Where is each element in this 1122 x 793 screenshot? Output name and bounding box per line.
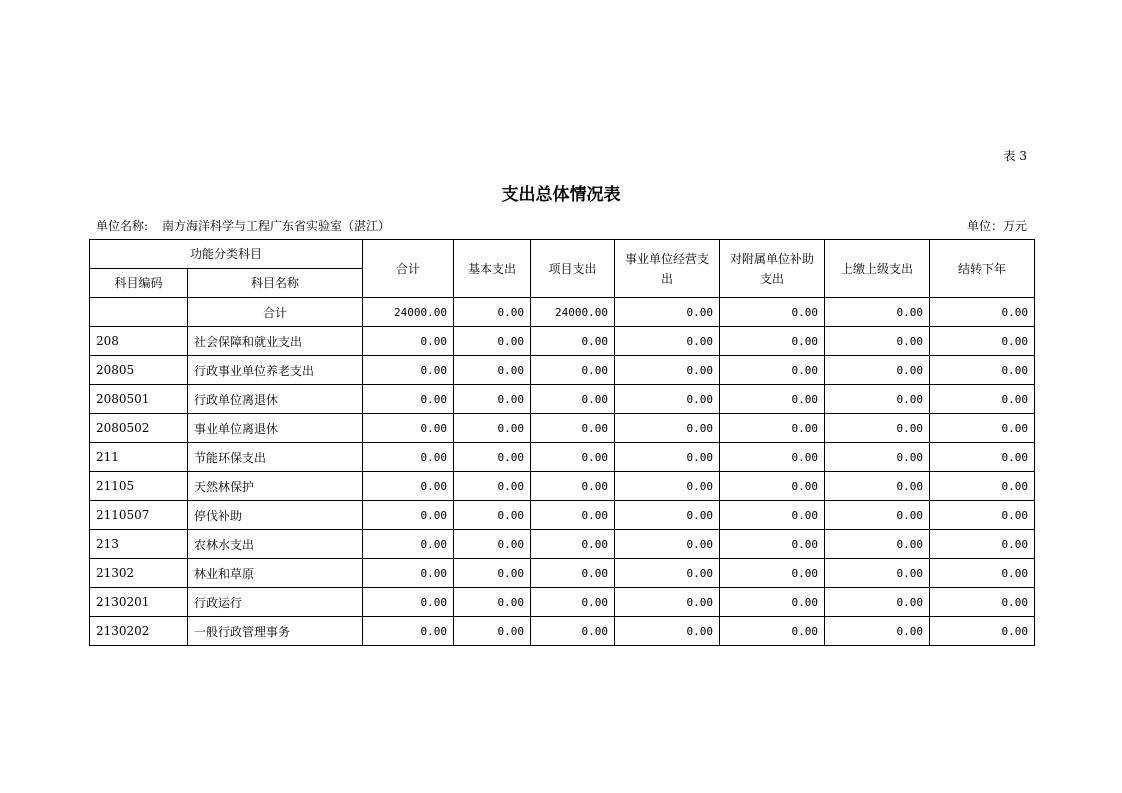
cell-business: 0.00 [615,385,720,414]
cell-upper: 0.00 [825,385,930,414]
cell-name: 合计 [188,298,363,327]
cell-name: 天然林保护 [188,472,363,501]
cell-carry: 0.00 [930,385,1035,414]
cell-name: 行政事业单位养老支出 [188,356,363,385]
cell-carry: 0.00 [930,530,1035,559]
unit-name-value: 南方海洋科学与工程广东省实验室（湛江） [162,219,391,233]
cell-code: 2080501 [90,385,188,414]
cell-upper: 0.00 [825,530,930,559]
header-total: 合计 [363,240,454,298]
cell-project: 0.00 [531,443,615,472]
table-row-total [90,298,1035,327]
cell-code: 208 [90,327,188,356]
cell-project: 0.00 [531,327,615,356]
cell-basic: 0.00 [454,530,531,559]
cell-carry: 0.00 [930,588,1035,617]
header-upper-payment: 上缴上级支出 [825,240,930,298]
cell-project: 0.00 [531,530,615,559]
cell-business: 0.00 [615,472,720,501]
header-subject-code: 科目编码 [90,269,188,298]
table-body [90,298,1035,646]
cell-total: 0.00 [363,443,454,472]
table-row [90,472,1035,501]
cell-upper: 0.00 [825,559,930,588]
cell-name: 一般行政管理事务 [188,617,363,646]
cell-upper: 0.00 [825,617,930,646]
header-basic-expenditure: 基本支出 [454,240,531,298]
cell-business: 0.00 [615,501,720,530]
cell-carry: 0.00 [930,617,1035,646]
cell-business: 0.00 [615,617,720,646]
cell-basic: 0.00 [454,385,531,414]
cell-subsidy: 0.00 [720,414,825,443]
cell-project: 0.00 [531,472,615,501]
cell-carry: 0.00 [930,443,1035,472]
cell-code: 2080502 [90,414,188,443]
table-row [90,559,1035,588]
cell-total: 0.00 [363,501,454,530]
cell-total: 0.00 [363,530,454,559]
table-row [90,327,1035,356]
cell-code: 21302 [90,559,188,588]
cell-project: 0.00 [531,385,615,414]
cell-basic: 0.00 [454,472,531,501]
cell-business: 0.00 [615,588,720,617]
cell-basic: 0.00 [454,443,531,472]
cell-subsidy: 0.00 [720,617,825,646]
header-project-expenditure: 项目支出 [531,240,615,298]
cell-project: 24000.00 [531,298,615,327]
cell-business: 0.00 [615,414,720,443]
cell-project: 0.00 [531,414,615,443]
cell-total: 0.00 [363,327,454,356]
cell-upper: 0.00 [825,327,930,356]
cell-code: 2130201 [90,588,188,617]
unit-name-row [96,217,390,234]
cell-subsidy: 0.00 [720,356,825,385]
cell-basic: 0.00 [454,327,531,356]
header-subsidy-expenditure: 对附属单位补助支出 [720,240,825,298]
currency-unit: 单位：万元 [966,219,1027,233]
cell-subsidy: 0.00 [720,588,825,617]
cell-business: 0.00 [615,327,720,356]
cell-name: 节能环保支出 [188,443,363,472]
cell-subsidy: 0.00 [720,472,825,501]
cell-subsidy: 0.00 [720,501,825,530]
cell-upper: 0.00 [825,588,930,617]
cell-carry: 0.00 [930,501,1035,530]
cell-name: 行政单位离退休 [188,385,363,414]
cell-total: 0.00 [363,588,454,617]
unit-name-label: 单位名称: [96,219,149,233]
table-row [90,385,1035,414]
cell-subsidy: 0.00 [720,385,825,414]
cell-project: 0.00 [531,356,615,385]
cell-basic: 0.00 [454,298,531,327]
cell-code: 213 [90,530,188,559]
cell-business: 0.00 [615,298,720,327]
cell-carry: 0.00 [930,559,1035,588]
cell-project: 0.00 [531,588,615,617]
cell-name: 行政运行 [188,588,363,617]
cell-name: 社会保障和就业支出 [188,327,363,356]
cell-carry: 0.00 [930,472,1035,501]
table-row [90,356,1035,385]
cell-carry: 0.00 [930,327,1035,356]
cell-code: 20805 [90,356,188,385]
cell-project: 0.00 [531,559,615,588]
cell-basic: 0.00 [454,414,531,443]
cell-basic: 0.00 [454,501,531,530]
cell-carry: 0.00 [930,298,1035,327]
header-business-expenditure: 事业单位经营支出 [615,240,720,298]
cell-name: 林业和草原 [188,559,363,588]
cell-subsidy: 0.00 [720,298,825,327]
cell-name: 农林水支出 [188,530,363,559]
cell-basic: 0.00 [454,559,531,588]
document-title: 支出总体情况表 [501,185,621,205]
cell-code: 2110507 [90,501,188,530]
cell-name: 事业单位离退休 [188,414,363,443]
cell-upper: 0.00 [825,414,930,443]
table-row [90,443,1035,472]
cell-basic: 0.00 [454,356,531,385]
cell-upper: 0.00 [825,443,930,472]
cell-business: 0.00 [615,559,720,588]
header-carry-forward: 结转下年 [930,240,1035,298]
cell-carry: 0.00 [930,356,1035,385]
table-number: 表 3 [1003,149,1027,163]
cell-total: 0.00 [363,414,454,443]
cell-upper: 0.00 [825,472,930,501]
cell-total: 0.00 [363,559,454,588]
cell-code: 21105 [90,472,188,501]
cell-total: 0.00 [363,472,454,501]
cell-project: 0.00 [531,501,615,530]
cell-total: 0.00 [363,356,454,385]
cell-code [90,298,188,327]
cell-upper: 0.00 [825,298,930,327]
cell-upper: 0.00 [825,501,930,530]
cell-basic: 0.00 [454,617,531,646]
cell-name: 停伐补助 [188,501,363,530]
cell-code: 2130202 [90,617,188,646]
cell-subsidy: 0.00 [720,530,825,559]
table-row [90,617,1035,646]
cell-total: 0.00 [363,385,454,414]
cell-upper: 0.00 [825,356,930,385]
table-row [90,588,1035,617]
cell-total: 24000.00 [363,298,454,327]
header-function-category: 功能分类科目 [90,240,363,269]
cell-subsidy: 0.00 [720,443,825,472]
cell-project: 0.00 [531,617,615,646]
cell-subsidy: 0.00 [720,559,825,588]
expenditure-table [89,239,1035,646]
table-row [90,530,1035,559]
table-row [90,501,1035,530]
cell-code: 211 [90,443,188,472]
table-row [90,414,1035,443]
cell-business: 0.00 [615,530,720,559]
cell-business: 0.00 [615,443,720,472]
header-subject-name: 科目名称 [188,269,363,298]
cell-total: 0.00 [363,617,454,646]
cell-business: 0.00 [615,356,720,385]
cell-basic: 0.00 [454,588,531,617]
cell-carry: 0.00 [930,414,1035,443]
cell-subsidy: 0.00 [720,327,825,356]
